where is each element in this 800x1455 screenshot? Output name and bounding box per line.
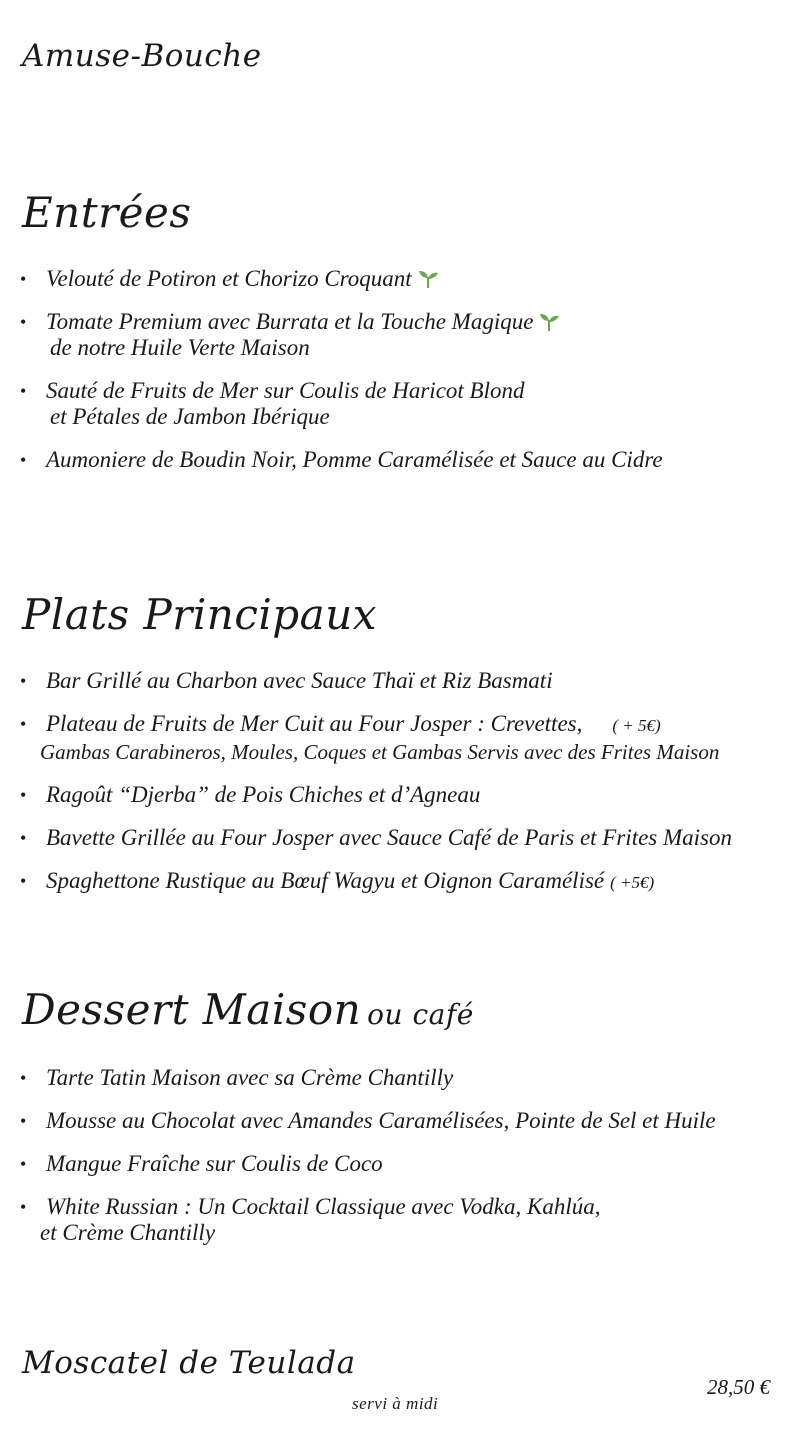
item-text: Bar Grillé au Charbon avec Sauce Thaï et Riz Basmati	[46, 668, 553, 693]
amuse-bouche-heading: Amuse-Bouche	[22, 38, 262, 74]
item-text-line1: White Russian : Un Cocktail Classique avec Vodka, Kahlúa,	[46, 1194, 601, 1219]
list-item	[20, 711, 790, 765]
list-item	[20, 1194, 790, 1246]
item-text-line2: et Pétales de Jambon Ibérique	[50, 404, 330, 429]
list-item	[20, 1151, 790, 1177]
item-text-line1: Plateau de Fruits de Mer Cuit au Four Josper : Crevettes,	[46, 711, 583, 736]
supplement-price: ( +5€)	[610, 873, 655, 892]
item-text: Mousse au Chocolat avec Amandes Caramélisées, Pointe de Sel et Huile	[46, 1108, 716, 1133]
list-item	[20, 447, 790, 473]
item-text: Aumoniere de Boudin Noir, Pomme Caramélisée et Sauce au Cidre	[46, 447, 663, 472]
item-text: Spaghettone Rustique au Bœuf Wagyu et Oignon Caramélisé	[46, 868, 605, 893]
served-note: servi à midi	[352, 1394, 439, 1413]
item-text-line1: Tomate Premium avec Burrata et la Touche Magique	[46, 309, 534, 334]
list-item	[20, 1108, 790, 1134]
plats-list	[20, 668, 790, 896]
item-text: Tarte Tatin Maison avec sa Crème Chantilly	[46, 1065, 454, 1090]
menu-price: 28,50 €	[707, 1375, 770, 1399]
list-item	[20, 266, 790, 292]
dessert-list	[20, 1065, 790, 1246]
entrees-heading: Entrées	[22, 188, 192, 237]
sprout-icon	[536, 310, 562, 332]
item-text: Bavette Grillée au Four Josper avec Sauce Café de Paris et Frites Maison	[46, 825, 732, 850]
dessert-title: Dessert Maison	[22, 985, 362, 1034]
dessert-heading	[22, 985, 474, 1034]
item-text-line2: Gambas Carabineros, Moules, Coques et Gambas Servis avec des Frites Maison	[40, 740, 720, 764]
item-text: Mangue Fraîche sur Coulis de Coco	[46, 1151, 383, 1176]
item-text-line2: et Crème Chantilly	[40, 1220, 216, 1245]
list-item	[20, 825, 790, 851]
list-item	[20, 868, 790, 896]
item-text: Ragoût “Djerba” de Pois Chiches et d’Agneau	[46, 782, 481, 807]
item-text-line1: Sauté de Fruits de Mer sur Coulis de Haricot Blond	[46, 378, 525, 403]
list-item	[20, 782, 790, 808]
supplement-price: ( + 5€)	[612, 716, 661, 735]
plats-heading: Plats Principaux	[22, 590, 377, 639]
list-item	[20, 1065, 790, 1091]
list-item	[20, 309, 790, 361]
entrees-list	[20, 266, 790, 473]
wine-heading: Moscatel de Teulada	[22, 1345, 356, 1381]
item-text-line2: de notre Huile Verte Maison	[50, 335, 310, 360]
sprout-icon	[415, 267, 441, 289]
dessert-subtitle: ou café	[367, 998, 474, 1031]
list-item	[20, 668, 790, 694]
item-text: Velouté de Potiron et Chorizo Croquant	[46, 266, 412, 291]
list-item	[20, 378, 790, 430]
